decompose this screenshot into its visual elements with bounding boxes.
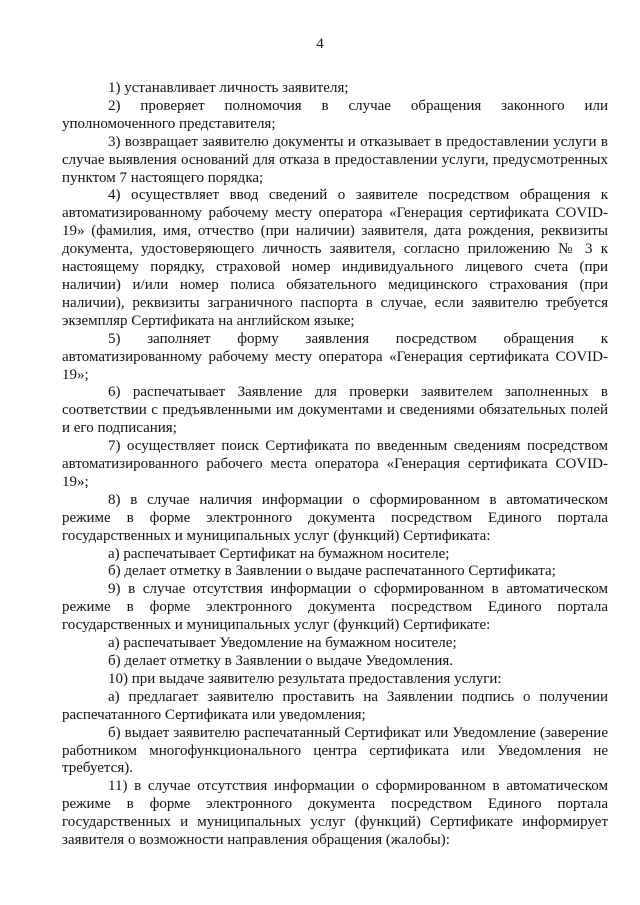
paragraph: 5) заполняет форму заявления посредством обращения к автоматизированному рабочему месту оператора «Генерация сертификата COVID-19»; — [62, 330, 608, 383]
paragraph: а) предлагает заявителю проставить на Заявлении подпись о получении распечатанного Сертификата или уведомления; — [62, 688, 608, 723]
paragraph: 9) в случае отсутствия информации о сформированном в автоматическом режиме в форме электронного документа посредством Единого портала государственных и муниципальных услуг (функций) Сертификате: — [62, 581, 608, 634]
document-body — [62, 80, 608, 850]
paragraph: 6) распечатывает Заявление для проверки заявителем заполненных в соответствии с предъявленными им документами и сведениями обязательных полей и его подписания; — [62, 384, 608, 437]
paragraph: б) делает отметку в Заявлении о выдаче Уведомления. — [108, 653, 454, 669]
paragraph: 1) устанавливает личность заявителя; — [108, 80, 349, 96]
paragraph: а) распечатывает Уведомление на бумажном носителе; — [108, 635, 457, 652]
paragraph: 8) в случае наличия информации о сформированном в автоматическом режиме в форме электронного документа посредством Единого портала государственных и муниципальных услуг (функций) Сертификата: — [62, 491, 608, 544]
paragraph: б) делает отметку в Заявлении о выдаче распечатанного Сертификата; — [108, 563, 556, 580]
paragraph: а) распечатывает Сертификат на бумажном носителе; — [108, 545, 450, 562]
paragraph: 11) в случае отсутствия информации о сформированном в автоматическом режиме в форме электронного документа посредством Единого портала государственных и муниципальных услуг (функций) Сертификате информирует заявителя о возможности направления обращения (жалобы): — [62, 778, 608, 849]
paragraph: 7) осуществляет поиск Сертификата по введенным сведениям посредством автоматизированного рабочего места оператора «Генерация сертификата COVID-19»; — [62, 438, 608, 490]
paragraph: 10) при выдаче заявителю результата предоставления услуги: — [108, 670, 502, 687]
paragraph: 3) возвращает заявителю документы и отказывает в предоставлении услуги в случае выявления оснований для отказа в предоставлении услуги, предусмотренных пунктом 7 настоящего порядка; — [62, 133, 608, 186]
paragraph: 2) проверяет полномочия в случае обращения законного или уполномоченного представителя; — [62, 97, 608, 132]
page-number: 4 — [316, 36, 324, 52]
paragraph: 4) осуществляет ввод сведений о заявителе посредством обращения к автоматизированному рабочему месту оператора «Генерация сертификата COVID-19» (фамилия, имя, отчество (при наличии) заявителя, дата рождения, реквизиты документа, удостоверяющего личность заявителя, согласно приложению № 3 к настоящему порядку, страховой номер индивидуального лицевого счета (при наличии) и/или номер полиса обязательного медицинского страхования (при наличии), реквизиты заграничного паспорта в случае, если заявителю требуется экземпляр Сертификата на английском языке; — [62, 187, 608, 329]
paragraph: б) выдает заявителю распечатанный Сертификат или Уведомление (заверение работником многофункционального центра сертификата или Уведомления не требуется). — [62, 724, 608, 777]
